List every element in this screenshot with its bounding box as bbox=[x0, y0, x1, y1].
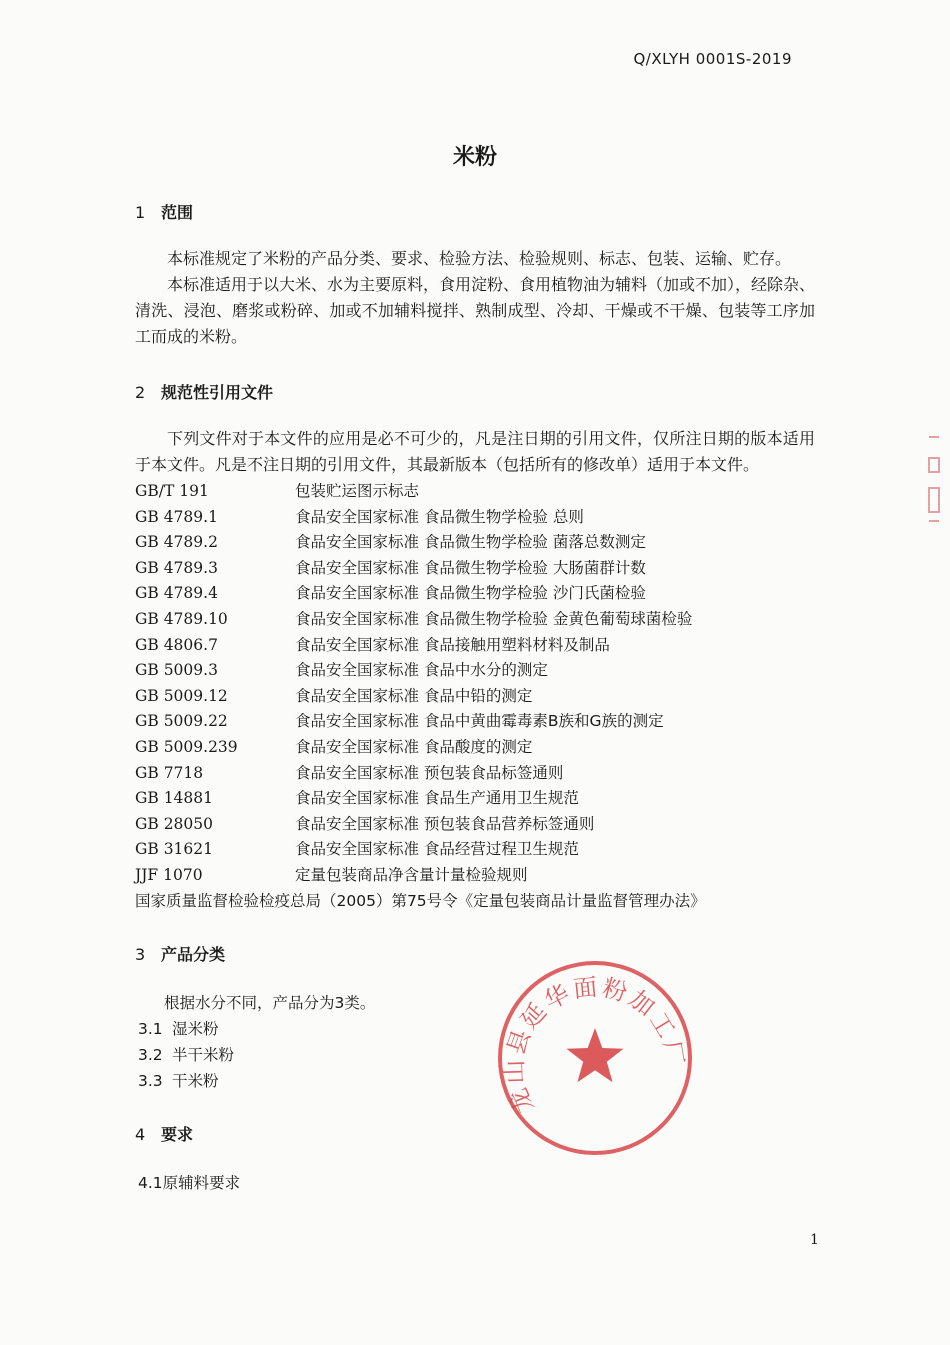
reference-code: GB 4789.10 bbox=[135, 609, 228, 628]
reference-row bbox=[135, 505, 835, 531]
reference-title: 定量包装商品净含量计量检验规则 bbox=[295, 865, 528, 884]
reference-row bbox=[135, 530, 835, 556]
reference-row bbox=[135, 684, 835, 710]
section-heading-scope bbox=[135, 200, 193, 223]
reference-title: 食品安全国家标准 食品微生物学检验 大肠菌群计数 bbox=[295, 558, 646, 577]
classification-item bbox=[138, 1068, 219, 1094]
item-label: 干米粉 bbox=[172, 1072, 219, 1090]
reference-title: 食品安全国家标准 食品生产通用卫生规范 bbox=[295, 789, 579, 808]
classification-item bbox=[138, 1042, 234, 1068]
section-heading-requirements bbox=[135, 1122, 193, 1145]
reference-title: 食品安全国家标准 食品微生物学检验 菌落总数测定 bbox=[295, 533, 646, 552]
reference-row bbox=[135, 735, 835, 761]
item-number: 3.3 bbox=[138, 1072, 163, 1090]
reference-code: JJF 1070 bbox=[135, 865, 203, 884]
reference-code: GB 4789.1 bbox=[135, 507, 218, 526]
page-title: 米粉 bbox=[452, 145, 497, 170]
reference-title: 食品安全国家标准 食品微生物学检验 沙门氏菌检验 bbox=[295, 584, 646, 603]
section-heading-classification bbox=[135, 942, 225, 965]
regulation-reference: 国家质量监督检验检疫总局（2005）第75号令《定量包装商品计量监督管理办法》 bbox=[135, 891, 706, 910]
reference-title: 食品安全国家标准 食品微生物学检验 金黄色葡萄球菌检验 bbox=[295, 609, 693, 628]
reference-code: GB 4789.4 bbox=[135, 584, 218, 603]
reference-row bbox=[135, 786, 835, 812]
reference-code: GB 4806.7 bbox=[135, 635, 218, 654]
classification-item bbox=[138, 1016, 219, 1042]
references-list bbox=[135, 479, 835, 914]
section-title: 要求 bbox=[161, 1125, 194, 1144]
item-label: 半干米粉 bbox=[172, 1046, 235, 1064]
reference-title: 食品安全国家标准 食品经营过程卫生规范 bbox=[295, 840, 579, 859]
section-number: 2 bbox=[135, 383, 146, 402]
subsection-raw-materials bbox=[138, 1170, 240, 1196]
section-title: 产品分类 bbox=[161, 945, 226, 964]
seal-text: 龙山县延华面粉加工厂 bbox=[500, 972, 690, 1118]
section-number: 4 bbox=[135, 1125, 146, 1144]
references-intro: 下列文件对于本文件的应用是必不可少的，凡是注日期的引用文件，仅所注日期的版本适用于本文件。凡是不注日期的引用文件，其最新版本（包括所有的修改单）适用于本文件。 bbox=[135, 429, 815, 474]
section-number: 3 bbox=[135, 945, 146, 964]
reference-code: GB 4789.3 bbox=[135, 558, 218, 577]
seal-star-icon bbox=[567, 1028, 624, 1082]
reference-row bbox=[135, 581, 835, 607]
reference-code: GB 5009.239 bbox=[135, 737, 238, 756]
classification-intro: 根据水分不同，产品分为3类。 bbox=[164, 994, 376, 1012]
reference-code: GB 4789.2 bbox=[135, 533, 218, 552]
reference-title: 食品安全国家标准 预包装食品营养标签通则 bbox=[295, 814, 595, 833]
reference-row bbox=[135, 658, 835, 684]
page-number: 1 bbox=[810, 1232, 819, 1248]
reference-row bbox=[135, 556, 835, 582]
reference-title: 食品安全国家标准 预包装食品标签通则 bbox=[295, 763, 564, 782]
company-seal bbox=[495, 958, 695, 1158]
reference-title: 食品安全国家标准 食品酸度的测定 bbox=[295, 737, 533, 756]
item-number: 3.1 bbox=[138, 1020, 163, 1038]
section-title: 规范性引用文件 bbox=[161, 383, 274, 402]
reference-title: 食品安全国家标准 食品接触用塑料材料及制品 bbox=[295, 635, 610, 654]
item-number: 3.2 bbox=[138, 1046, 163, 1064]
item-number: 4.1 bbox=[138, 1174, 163, 1192]
reference-title: 食品安全国家标准 食品中水分的测定 bbox=[295, 661, 548, 680]
scope-paragraph-2: 本标准适用于以大米、水为主要原料，食用淀粉、食用植物油为辅料（加或不加），经除杂、清洗、浸泡、磨浆或粉碎、加或不加辅料搅拌、熟制成型、冷却、干燥或不干燥、包装等工序加工而成的米粉。 bbox=[135, 275, 816, 346]
reference-code: GB 5009.3 bbox=[135, 661, 218, 680]
reference-title: 食品安全国家标准 食品中黄曲霉毒素B族和G族的测定 bbox=[295, 712, 664, 731]
section-title: 范围 bbox=[161, 203, 194, 222]
reference-code: GB 28050 bbox=[135, 814, 214, 833]
reference-row bbox=[135, 761, 835, 787]
reference-row bbox=[135, 863, 835, 889]
reference-row bbox=[135, 709, 835, 735]
reference-title: 食品安全国家标准 食品中铅的测定 bbox=[295, 686, 533, 705]
reference-row bbox=[135, 633, 835, 659]
edge-stamp-fragment bbox=[926, 428, 942, 528]
reference-code: GB 7718 bbox=[135, 763, 204, 782]
reference-code: GB 31621 bbox=[135, 840, 214, 859]
reference-code: GB 5009.12 bbox=[135, 686, 228, 705]
reference-row bbox=[135, 479, 835, 505]
doc-code: Q/XLYH 0001S-2019 bbox=[633, 50, 792, 68]
item-label: 湿米粉 bbox=[172, 1020, 219, 1038]
reference-code: GB 14881 bbox=[135, 789, 214, 808]
reference-row bbox=[135, 837, 835, 863]
reference-row bbox=[135, 607, 835, 633]
section-number: 1 bbox=[135, 203, 146, 222]
item-label: 原辅料要求 bbox=[162, 1174, 241, 1192]
scope-paragraph-1: 本标准规定了米粉的产品分类、要求、检验方法、检验规则、标志、包装、运输、贮存。 bbox=[167, 249, 792, 268]
reference-title: 食品安全国家标准 食品微生物学检验 总则 bbox=[295, 507, 584, 526]
reference-code: GB 5009.22 bbox=[135, 712, 228, 731]
reference-title: 包装贮运图示标志 bbox=[295, 482, 420, 500]
reference-code: GB/T 191 bbox=[135, 482, 209, 500]
section-heading-normative-references bbox=[135, 380, 273, 403]
reference-row bbox=[135, 812, 835, 838]
